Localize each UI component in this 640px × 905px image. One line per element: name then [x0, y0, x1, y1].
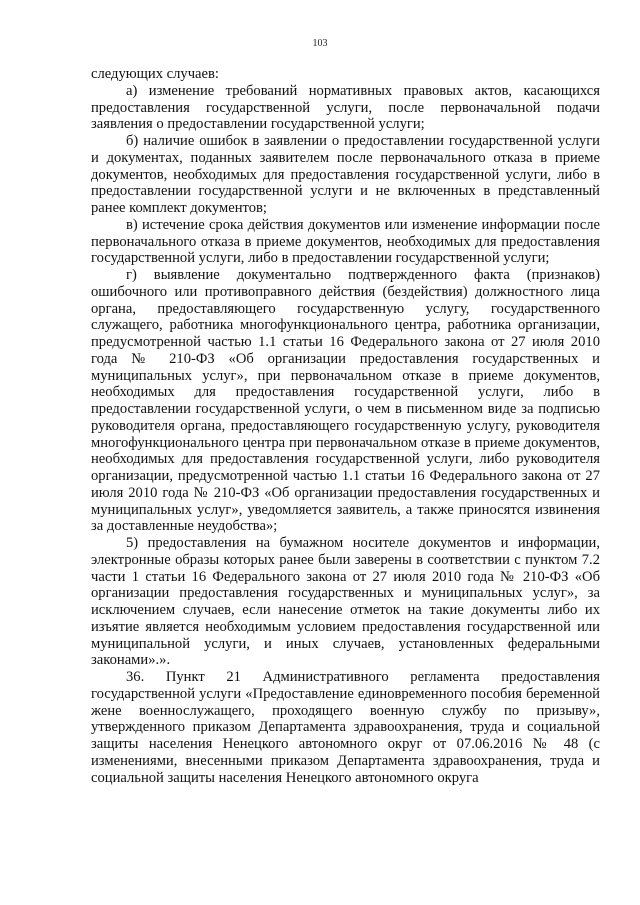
paragraph-item-5: 5) предоставления на бумажном носителе документов и информации, электронные образы которых ранее были заверены в соответствии с пунктом 7.2 части 1 статьи 16 Федерального закона от 27 июля 2010 года № 210-ФЗ «Об организации предоставления государственных и муниципальных услуг», за исключением случаев, если нанесение отметок на такие документы либо их изъятие является необходимым условием предоставления государственной или муниципальной услуги, и иных случаев, установленных федеральными законами».». [91, 535, 600, 669]
paragraph-item-g: г) выявление документально подтвержденного факта (признаков) ошибочного или противоправного действия (бездействия) должностного лица органа, предоставляющего государственную услугу, государственного служащего, работника многофункционального центра, работника организации, предусмотренной частью 1.1 статьи 16 Федерального закона от 27 июля 2010 года № 210-ФЗ «Об организации предоставления государственных и муниципальных услуг», при первоначальном отказе в приеме документов, необходимых для предоставления государственной услуги, либо в предоставлении государственной услуги, о чем в письменном виде за подписью руководителя органа, предоставляющего государственную услугу, руководителя многофункционального центра при первоначальном отказе в приеме документов, необходимых для предоставления государственной услуги, либо руководителя организации, предусмотренной частью 1.1 статьи 16 Федерального закона от 27 июля 2010 года № 210-ФЗ «Об организации предоставления государственных и муниципальных услуг», уведомляется заявитель, а также приносятся извинения за доставленные неудобства»; [91, 267, 600, 535]
page-number: 103 [312, 38, 328, 49]
paragraph-item-b: б) наличие ошибок в заявлении о предоставлении государственной услуги и документах, поданных заявителем после первоначального отказа в приеме документов, необходимых для предоставления государственной услуги, либо в предоставлении государственной услуги и не включенных в представленный ранее комплект документов; [91, 133, 600, 216]
body-text [91, 66, 600, 786]
paragraph-clause-36: 36. Пункт 21 Административного регламента предоставления государственной услуги «Предоставление единовременного пособия беременной жене военнослужащего, проходящего военную службу по призыву», утвержденного приказом Департамента здравоохранения, труда и социальной защиты населения Ненецкого автономного округ от 07.06.2016 № 48 (с изменениями, внесенными приказом Департамента здравоохранения, труда и социальной защиты населения Ненецкого автономного округа [91, 669, 600, 786]
paragraph-item-a: а) изменение требований нормативных правовых актов, касающихся предоставления государственной услуги, после первоначальной подачи заявления о предоставлении государственной услуги; [91, 82, 600, 133]
paragraph-item-v: в) истечение срока действия документов или изменение информации после первоначального отказа в приеме документов, необходимых для предоставления государственной услуги, либо в предоставлении государственной услуги; [91, 216, 600, 267]
paragraph-intro: следующих случаев: [91, 66, 219, 82]
